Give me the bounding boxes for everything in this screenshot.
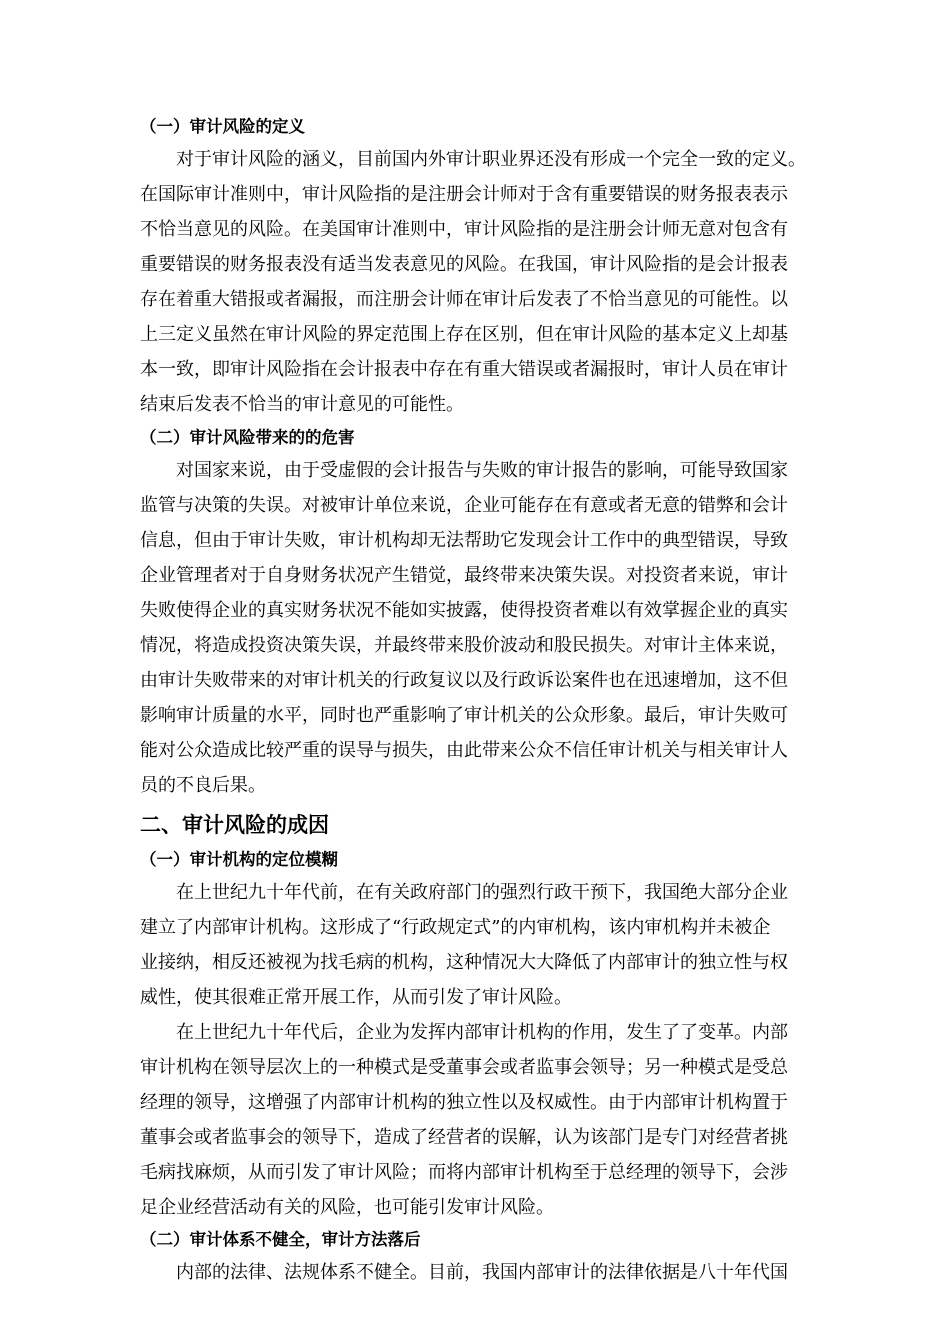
section-heading-audit-risk-definition: （一）审计风险的定义 <box>140 117 305 136</box>
paragraph-line: 员的不良后果。 <box>140 775 266 796</box>
paragraph-line: 足企业经营活动有关的风险，也可能引发审计风险。 <box>140 1197 554 1218</box>
paragraph-line: 在上世纪九十年代后，企业为发挥内部审计机构的作用，发生了了变革。内部 <box>176 1022 788 1043</box>
paragraph-line: 信息，但由于审计失败，审计机构却无法帮助它发现会计工作中的典型错误，导致 <box>140 530 788 551</box>
paragraph-line: 监管与决策的失误。对被审计单位来说，企业可能存在有意或者无意的错弊和会计 <box>140 495 788 516</box>
paragraph-line: 内部的法律、法规体系不健全。目前，我国内部审计的法律依据是八十年代国 <box>176 1262 788 1283</box>
paragraph-harm <box>140 453 830 803</box>
paragraph-line: 由审计失败带来的对审计机关的行政复议以及行政诉讼案件也在迅速增加，这不但 <box>140 670 788 691</box>
paragraph-line: 在上世纪九十年代前，在有关政府部门的强烈行政干预下，我国绝大部分企业 <box>176 882 788 903</box>
paragraph-line: 董事会或者监事会的领导下，造成了经营者的误解，认为该部门是专门对经营者挑 <box>140 1127 788 1148</box>
section-heading-positioning: （一）审计机构的定位模糊 <box>140 850 338 869</box>
section-heading-audit-risk-harm: （二）审计风险带来的的危害 <box>140 428 355 447</box>
paragraph-definition <box>140 142 830 422</box>
paragraph-line: 威性，使其很难正常开展工作，从而引发了审计风险。 <box>140 987 572 1008</box>
paragraph-line: 在国际审计准则中，审计风险指的是注册会计师对于含有重要错误的财务报表表示 <box>140 184 788 205</box>
paragraph-line: 经理的领导，这增强了内部审计机构的独立性以及权威性。由于内部审计机构置于 <box>140 1092 788 1113</box>
paragraph-line: 不恰当意见的风险。在美国审计准则中，审计风险指的是注册会计师无意对包含有 <box>140 219 788 240</box>
paragraph-before-nineties <box>140 875 830 1015</box>
paragraph-line: 对于审计风险的涵义，目前国内外审计职业界还没有形成一个完全一致的定义。 <box>176 149 806 170</box>
paragraph-line: 毛病找麻烦，从而引发了审计风险；而将内部审计机构至于总经理的领导下，会涉 <box>140 1162 788 1183</box>
paragraph-line: 审计机构在领导层次上的一种模式是受董事会或者监事会领导；另一种模式是受总 <box>140 1057 788 1078</box>
paragraph-after-nineties <box>140 1015 830 1225</box>
paragraph-line: 建立了内部审计机构。这形成了“行政规定式”的内审机构，该内审机构并未被企 <box>140 917 771 938</box>
paragraph-legal-system <box>140 1255 830 1290</box>
paragraph-line: 对国家来说，由于受虚假的会计报告与失败的审计报告的影响，可能导致国家 <box>176 460 788 481</box>
paragraph-line: 影响审计质量的水平，同时也严重影响了审计机关的公众形象。最后，审计失败可 <box>140 705 788 726</box>
paragraph-line: 结束后发表不恰当的审计意见的可能性。 <box>140 394 464 415</box>
paragraph-line: 情况，将造成投资决策失误，并最终带来股价波动和股民损失。对审计主体来说， <box>140 635 788 656</box>
paragraph-line: 企业管理者对于自身财务状况产生错觉，最终带来决策失误。对投资者来说，审计 <box>140 565 788 586</box>
paragraph-line: 业接纳，相反还被视为找毛病的机构，这种情况大大降低了内部审计的独立性与权 <box>140 952 788 973</box>
paragraph-line: 能对公众造成比较严重的误导与损失，由此带来公众不信任审计机关与相关审计人 <box>140 740 788 761</box>
section-heading-system-methods: （二）审计体系不健全，审计方法落后 <box>140 1230 421 1249</box>
document-body <box>140 112 830 1290</box>
paragraph-line: 上三定义虽然在审计风险的界定范围上存在区别，但在审计风险的基本定义上却基 <box>140 324 788 345</box>
chapter-heading-causes: 二、审计风险的成因 <box>140 813 329 837</box>
paragraph-line: 存在着重大错报或者漏报，而注册会计师在审计后发表了不恰当意见的可能性。以 <box>140 289 788 310</box>
paragraph-line: 重要错误的财务报表没有适当发表意见的风险。在我国，审计风险指的是会计报表 <box>140 254 788 275</box>
paragraph-line: 本一致，即审计风险指在会计报表中存在有重大错误或者漏报时，审计人员在审计 <box>140 359 788 380</box>
paragraph-line: 失败使得企业的真实财务状况不能如实披露，使得投资者难以有效掌握企业的真实 <box>140 600 788 621</box>
